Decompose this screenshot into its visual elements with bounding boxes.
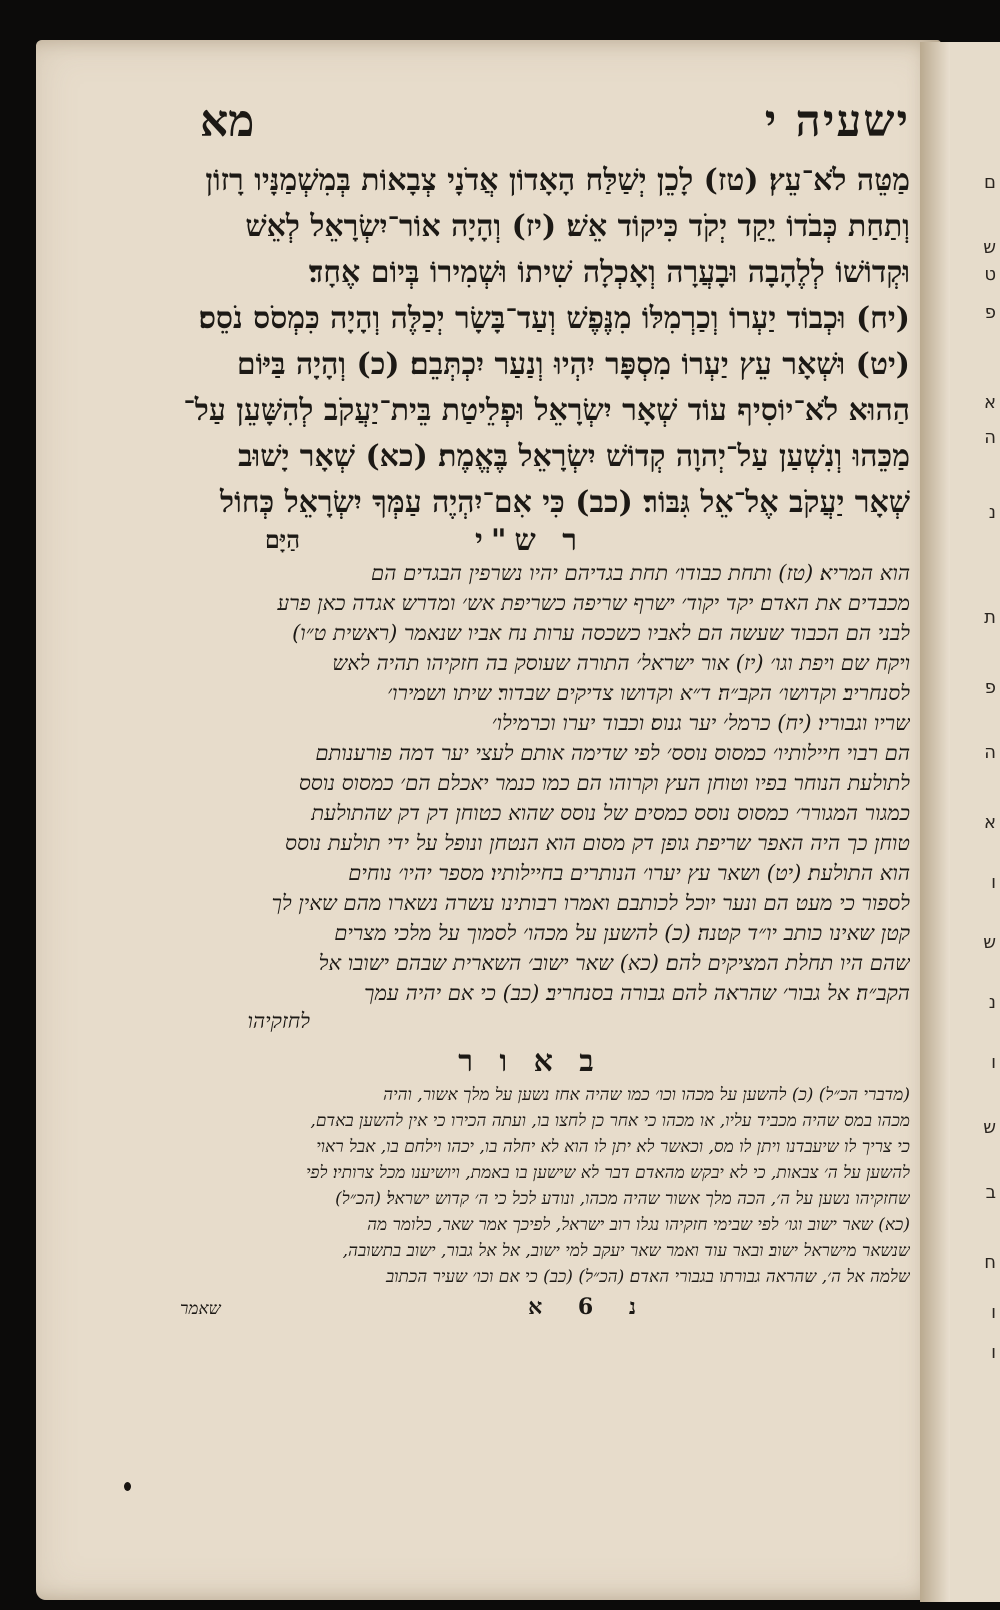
biur-line: מכהו במס שהיה מכביד עליו, או מכהו כי אחר כן לחצו בו, ועתה הכירו כי אין להשען באדם, [310, 1111, 910, 1131]
facing-page-glyph: א [983, 812, 996, 833]
facing-page-glyph: נ [988, 992, 996, 1013]
facing-page-glyph: ם [984, 172, 996, 193]
biur-line: שחזקיהו נשען על ה׳, הכה מלך אשור שהיה מכהו, ונודע לכל כי ה׳ קדוש ישראל׃ (הכ״ל) [335, 1189, 910, 1209]
rashi-line: כמגור המגורר׳ כמסוס נוסס כמסים של נוסס שהוא כטוחן דק דק שהתולעת [311, 801, 910, 825]
rashi-heading: ר ש"י [475, 523, 585, 558]
rashi-line: טוחן כך היה האפר שריפת גופן דק מסום הוא הנטחן ונופל על ידי תולעת נוסס [285, 831, 910, 855]
facing-page-glyph: ב [985, 1182, 996, 1203]
ink-spot [124, 1482, 131, 1491]
facing-page-glyph: א [983, 392, 996, 413]
book-title: ישעיה י [764, 96, 910, 147]
verse-line: וְתַחַת כְּבֹדוֹ יֵקַד יְקֹד כִּיקוֹד אֵשׁ׃ (יז) וְהָיָה אוֹר־יִשְׂרָאֵל לְאֵשׁ [245, 209, 910, 244]
verse-line: מַכֵּהוּ וְנִשְׁעַן עַל־יְהוָה קְדוֹשׁ יִשְׂרָאֵל בֶּאֱמֶת׃ (כא) שְׁאָר יָשׁוּב [238, 439, 910, 474]
rashi-line: שריו וגבוריו׃ (יח) כרמל׳ יער גנוס׃ וכבוד יערו וכרמילו׳ [491, 711, 910, 735]
biur-line: שנשאר מישראל ישוב׃ ובאר עוד ואמר שאר יעקב למי ישוב, אל אל גבור, ישוב בתשובה, [342, 1241, 910, 1261]
biur-line: שלמה אל ה׳, שהראה גבורתו בגבורי האדם׃ (הכ״ל) (כב) כי אם וכו׳ שעיר הכתוב [385, 1267, 910, 1287]
catchword: שאמר [180, 1299, 221, 1319]
page-content [150, 96, 910, 1326]
rashi-line: הוא המריא׃ (טז) ותחת כבודו׳ תחת בגדיהם יהיו נשרפין הבגדים הם [371, 561, 910, 585]
biur-line: כי צריך לו שיעבדנו ויתן לו מס, וכאשר לא יתן לו הוא לא יחלה בו, יכהו וילחם בו, אבל ראוי [316, 1137, 910, 1157]
verse-line: וּקְדוֹשׁוֹ לְלֶהָבָה וּבָעֲרָה וְאָכְלָה שִׁיתוֹ וּשְׁמִירוֹ בְּיוֹם אֶחָד׃ [308, 255, 910, 290]
rashi-line: לספור כי מעט הם ונער יוכל לכותבם ואמרו רבותינו עשרה נשארו מהם שאין לך [271, 891, 910, 915]
facing-page-glyph: ו [991, 1342, 996, 1363]
facing-page-glyph: ש [983, 932, 996, 953]
facing-page-glyph: ה [984, 427, 996, 448]
page-number: מא [200, 96, 255, 147]
facing-page-glyph: ת [984, 607, 996, 628]
rashi-line: קטן שאינו כותב יו״ד קטנה׃ (כ) להשען על מכהו׳ לסמוך על מלכי מצרים [334, 921, 910, 945]
rashi-commentary [150, 558, 910, 1034]
rashi-line: שהם היו תחלת המציקים להם׃ (כא) שאר ישוב׳ השארית שבהם ישובו אל [318, 951, 910, 975]
facing-page-glyph: ש [983, 237, 996, 258]
facing-page-glyph: ח [984, 1252, 996, 1273]
facing-page-glyph: ו [991, 872, 996, 893]
facing-page-glyph: ו [991, 1302, 996, 1323]
rashi-line: לסנחריב׃ וקדושו׳ הקב״ה׃ ד״א וקדושו צדיקים שבדור׃ שיתו ושמירו׳ [387, 681, 910, 705]
facing-page-glyph: ה [984, 742, 996, 763]
facing-page-glyph: ט [984, 264, 996, 285]
verse-line: שְׁאָר יַעֲקֹב אֶל־אֵל גִּבּוֹר׃ (כב) כִּי אִם־יִהְיֶה עַמְּךָ יִשְׂרָאֵל כְּחוֹל [220, 485, 910, 520]
verse-line: (יח) וּכְבוֹד יַעְרוֹ וְכַרְמִלּוֹ מִנֶּפֶשׁ וְעַד־בָּשָׂר יְכַלֶּה וְהָיָה כִּמְסֹס נֹסֵס׃ [198, 301, 910, 336]
rashi-hanging-word: לחזקיהו [247, 1009, 310, 1033]
facing-page-glyph: פ [984, 677, 996, 698]
rashi-line: הם רבוי חיילותיו׳ כמסוס נוסס׳ לפי שדימה אותם לעצי יער דמה פורענותם [315, 741, 910, 765]
biur-heading: ב א ו ר [458, 1044, 602, 1079]
facing-page-glyph: פ [984, 302, 996, 323]
book-gutter [920, 42, 950, 1602]
scripture-text [150, 158, 910, 554]
facing-page-edge [950, 42, 1000, 1602]
page-footer [150, 1294, 910, 1326]
biur-line: (מדברי הכ״ל) (כ) להשען על מכהו וכו׳ כמו שהיה אחז נשען על מלך אשור, והיה [383, 1085, 910, 1105]
rashi-line: הוא התולעת׃ (יט) ושאר עץ יערו׳ הנותרים בחיילותיו׃ מספר יהיו׳ נוחים [348, 861, 910, 885]
rashi-line: לתולעת הנוחר בפיו וטוחן העץ וקרוהו הם כמו כנמר יאכלם הם׳ כמסוס נוסס [298, 771, 910, 795]
signature-mark: נ 6 א [528, 1294, 650, 1320]
facing-page-glyph: נ [988, 502, 996, 523]
running-head [150, 96, 910, 156]
rashi-line: ויקח שם ויפת וגו׳ (יז) אור ישראל׳ התורה שעוסק בה חזקיהו תהיה לאש [332, 651, 910, 675]
verse-hanging-word: הַיָּם [264, 525, 300, 554]
verse-line: הַהוּא לֹא־יוֹסִיף עוֹד שְׁאָר יִשְׂרָאֵל וּפְלֵיטַת בֵּית־יַעֲקֹב לְהִשָּׁעֵן עַל־ [183, 393, 910, 428]
verse-line: מַטֵּה לֹא־עֵץ׃ (טז) לָכֵן יְשַׁלַּח הָאָדוֹן אֲדֹנָי צְבָאוֹת בְּמִשְׁמַנָּיו רָזוֹן [205, 163, 910, 198]
verse-line: (יט) וּשְׁאָר עֵץ יַעְרוֹ מִסְפָּר יִהְיוּ וְנַעַר יִכְתְּבֵם׃ (כ) וְהָיָה בַּיּוֹם [236, 347, 910, 382]
biur-line: (כא) שאר ישוב וגו׳ לפי שבימי חזקיהו נגלו רוב ישראל, לפיכך אמר שאר, כלומר מה [367, 1215, 910, 1235]
biur-commentary [150, 1082, 910, 1290]
biur-line: להשען על ה׳ צבאות, כי לא יבקש מהאדם דבר לא שישען בו באמת, ויושיענו מכל צרותיו׃ לפי [306, 1163, 910, 1183]
rashi-line: לבני הם הכבוד שעשה הם לאביו כשכסה ערות נח אביו שנאמר (ראשית ט״ו) [292, 621, 910, 645]
facing-page-glyph: ש [983, 1117, 996, 1138]
rashi-line: הקב״ה׃ אל גבור׳ שהראה להם גבורה בסנחריב׃ (כב) כי אם יהיה עמך [364, 981, 910, 1005]
rashi-line: מכבדים את האדם׃ יקד יקוד׳ ישרף שריפה כשריפת אש׳ ומדרש אגדה כאן פרע [277, 591, 910, 615]
facing-page-glyph: ו [991, 1052, 996, 1073]
